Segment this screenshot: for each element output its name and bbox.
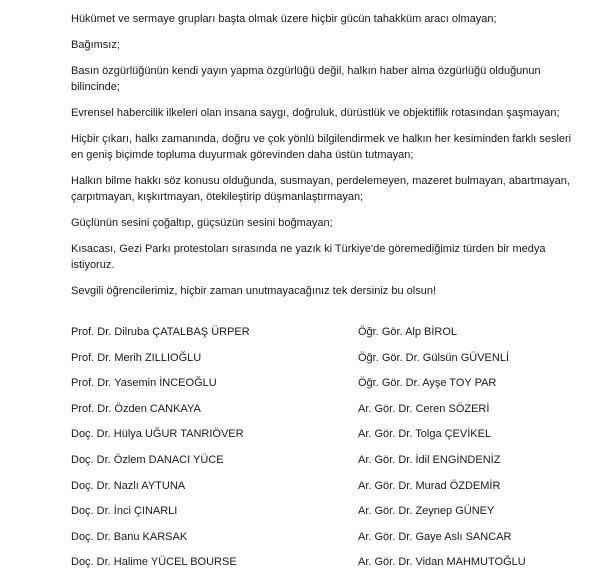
signatory: Doç. Dr. Özlem DANACI YÜCE [71,453,224,466]
signatory: Doç. Dr. İnci ÇINARLI [71,505,178,518]
signatory: Doç. Dr. Nazlı AYTUNA [71,479,186,492]
signatory: Prof. Dr. Özden CANKAYA [71,402,201,415]
paragraph-8: Kısacası, Gezi Parkı protestoları sırasında ne yazık ki Türkiye'de göremediğimiz türden bir medya istiyoruz. [71,243,546,271]
paragraph-6: Halkın bilme hakkı söz konusu olduğunda, susmayan, perdelemeyen, mazeret bulmayan, abartmayan, çarpıtmayan, kışkırtmayan, ötekileştirip düşmanlaştırmayan; [71,175,570,203]
signatory: Ar. Gör. Dr. Ceren SÖZERİ [358,402,490,415]
paragraph-9: Sevgili öğrencilerimiz, hiçbir zaman unutmayacağınız tek dersiniz bu olsun! [71,285,437,297]
signatory: Öğr. Gör. Dr. Gülsün GÜVENLİ [358,351,509,364]
signatory: Ar. Gör. Dr. Zeynep GÜNEY [358,505,495,518]
paragraph-5: Hiçbir çıkarı, halkı zamanında, doğru ve çok yönlü bilgilendirmek ve halkın her kesiminden farklı sesleri en geniş biçimde topluma duyurmak görevinden daha üstün tutmayan; [71,133,572,161]
signatory: Prof. Dr. Merih ZILLIOĞLU [71,351,202,364]
signatory: Ar. Gör. Dr. İdil ENGİNDENİZ [358,453,501,466]
paragraph-7: Güçlünün sesini çoğaltıp, güçsüzün sesini boğmayan; [71,217,333,229]
signatory: Ar. Gör. Dr. Tolga ÇEVİKEL [358,428,492,441]
paragraph-1: Hükümet ve sermaye grupları başta olmak üzere hiçbir gücün tahakküm aracı olmayan; [71,13,497,25]
signatories-left-column [71,325,331,576]
signatory: Öğr. Gör. Dr. Ayşe TOY PAR [358,377,497,390]
signatory: Doç. Dr. Halime YÜCEL BOURSE [71,556,237,569]
signatory: Prof. Dr. Dilruba ÇATALBAŞ ÜRPER [71,326,250,338]
signatory: Öğr. Gör. Alp BİROL [358,326,458,338]
paragraph-2: Bağımsız; [71,39,120,51]
paragraph-3: Basın özgürlüğünün kendi yayın yapma özgürlüğü değil, halkın haber alma özgürlüğü olduğunun bilincinde; [71,65,541,93]
signatory: Ar. Gör. Dr. Vidan MAHMUTOĞLU [358,556,526,569]
signatory: Doç. Dr. Hülya UĞUR TANRIÖVER [71,428,244,441]
signatory: Prof. Dr. Yasemin İNCEOĞLU [71,377,217,390]
signatory: Doç. Dr. Banu KARSAK [71,530,188,543]
paragraph-4: Evrensel habercilik ilkeleri olan insana saygı, doğruluk, dürüstlük ve objektiflik rotasından şaşmayan; [71,107,560,119]
signatories-right-column [358,325,598,576]
signatory: Ar. Gör. Dr. Gaye Aslı SANCAR [358,530,512,543]
declaration-body [71,11,581,309]
signatory: Ar. Gör. Dr. Murad ÖZDEMİR [358,479,501,492]
